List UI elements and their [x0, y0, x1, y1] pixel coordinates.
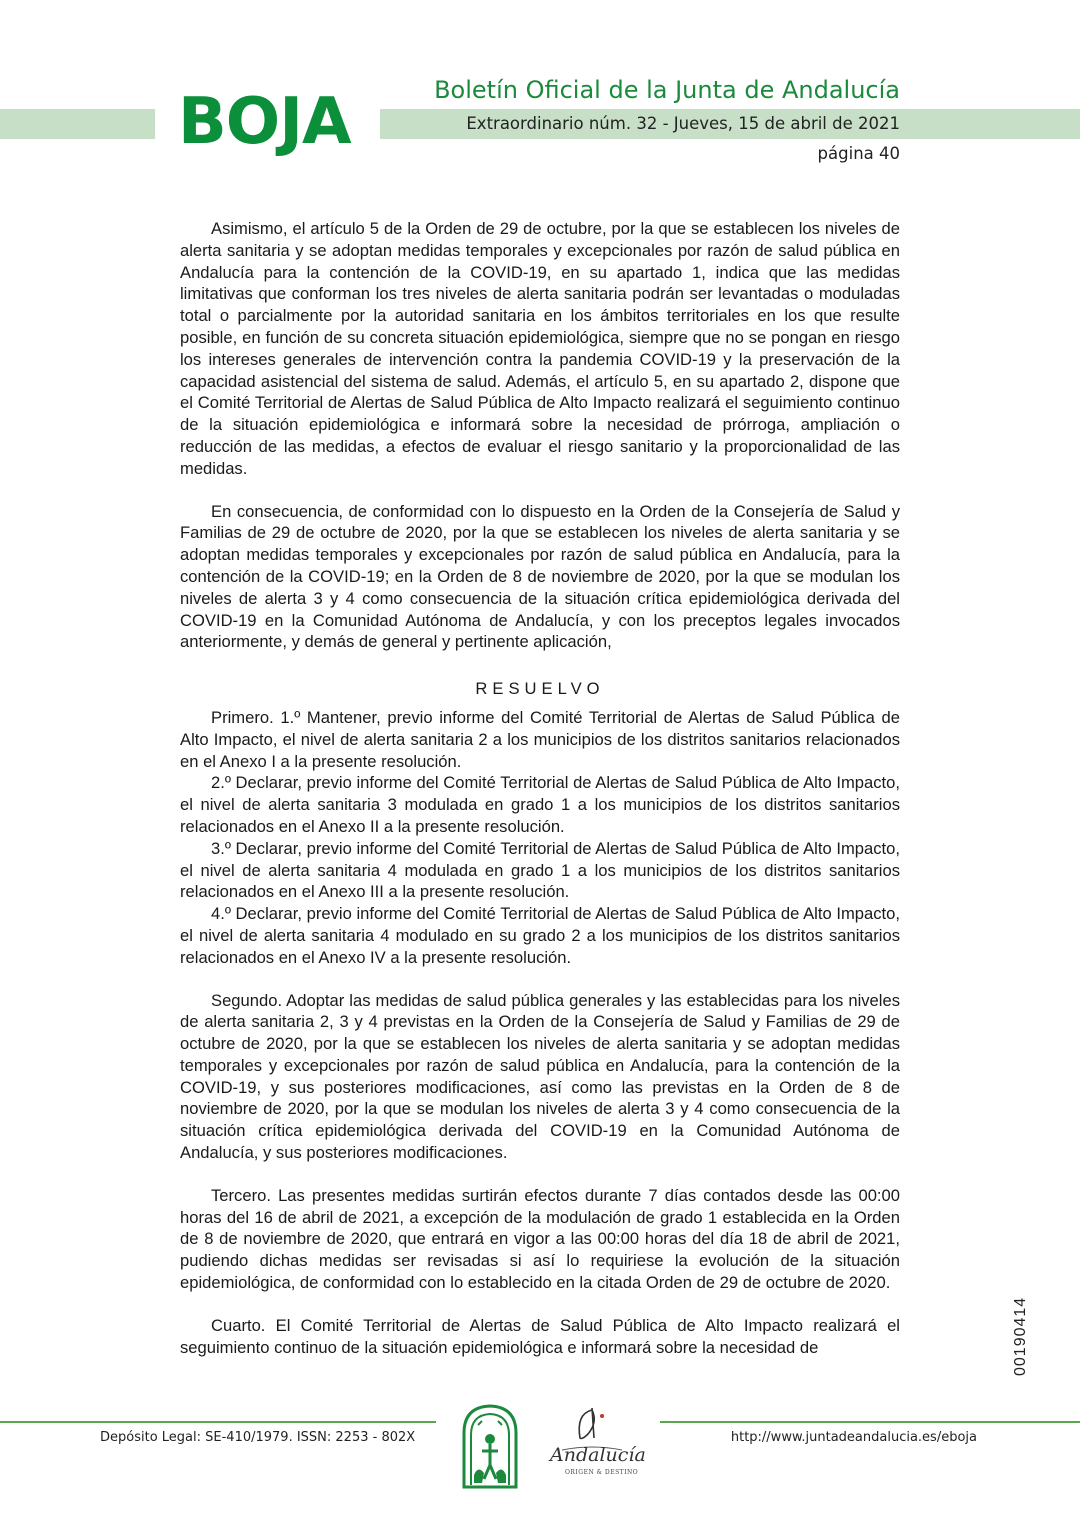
footer-rule-right: [660, 1421, 1080, 1423]
andalucia-brand-word: Andalucía: [550, 1444, 646, 1466]
paragraph-tercero: Tercero. Las presentes medidas surtirán efectos durante 7 días contados desde las 00:00 horas del 16 de abril de 2021, a excepción de la modulación de grado 1 establecida en la Orden de 8 de noviembre de 2020, que entrará en vigor a las 00:00 horas del día 18 de abril de 2021, pudiendo dichas medidas ser revisadas si así lo requiriese la evolución de la situación epidemiológica, de conformidad con lo establecido en la citada Orden de 29 de octubre de 2020.: [180, 1185, 900, 1293]
bulletin-title: Boletín Oficial de la Junta de Andalucía: [434, 76, 900, 104]
boja-logo: BOJA: [178, 85, 351, 159]
footer-rule-left: [0, 1421, 436, 1423]
paragraph-consecuencia: En consecuencia, de conformidad con lo dispuesto en la Orden de la Consejería de Salud y Familias de 29 de octubre de 2020, por la que se establecen los niveles de alerta sanitaria y se adoptan medidas temporales y excepcionales por razón de salud pública en Andalucía, para la contención de la COVID-19; en la Orden de 8 de noviembre de 2020, por la que se modulan los niveles de alerta 3 y 4 como consecuencia de la situación crítica epidemiológica derivada del COVID-19 en la Comunidad Autónoma de Andalucía, y con los preceptos legales invocados anteriormente, y demás de general y pertinente aplicación,: [180, 501, 900, 652]
andalucia-brand-tagline: ORIGEN & DESTINO: [565, 1469, 639, 1476]
page-number: página 40: [817, 144, 900, 163]
paragraph-asimismo: Asimismo, el artículo 5 de la Orden de 29 de octubre, por la que se establecen los niveles de alerta sanitaria y se adoptan medidas temporales y excepcionales por razón de salud pública en Andalucía para la contención de la COVID-19, en su apartado 1, indica que las medidas limitativas que conforman los tres niveles de alerta sanitaria podrán ser levantadas o moduladas total o parcialmente por la autoridad sanitaria en los ámbitos territoriales en los que resulte posible, en función de su concreta situación epidemiológica, siempre que no se pongan en riesgo los intereses generales de intervención contra la pandemia COVID-19 y la preservación de la capacidad asistencial del sistema de salud. Además, el artículo 5, en su apartado 2, dispone que el Comité Territorial de Alertas de Salud Pública de Alto Impacto realizará el seguimiento continuo de la situación epidemiológica e informará sobre la necesidad de prórroga, ampliación o reducción de las medidas, a efectos de evaluar el riesgo sanitario y la proporcionalidad de las medidas.: [180, 219, 900, 478]
paragraph-segundo: Segundo. Adoptar las medidas de salud pública generales y las establecidas para los niveles de alerta sanitaria 2, 3 y 4 previstas en la Orden de la Consejería de Salud y Familias de 29 de octubre de 2020, por la que se establecen los niveles de alerta sanitaria y se adoptan medidas temporales y excepcionales por razón de salud pública en Andalucía, para la contención de la COVID-19, y sus posteriores modificaciones, así como las previstas en la Orden de 8 de noviembre de 2020, por la que se modulan los niveles de alerta 3 y 4 como consecuencia de la situación crítica epidemiológica derivada del COVID-19 en la Comunidad Autónoma de Andalucía, y sus posteriores modificaciones.: [180, 990, 900, 1163]
document-body: [180, 218, 900, 1358]
document-code: 00190414: [1012, 1296, 1029, 1376]
legal-deposit: Depósito Legal: SE-410/1979. ISSN: 2253 - 802X: [100, 1430, 416, 1445]
issue-info: Extraordinario núm. 32 - Jueves, 15 de abril de 2021: [466, 114, 900, 133]
resuelvo-heading: RESUELVO: [475, 679, 605, 699]
paragraph-primero-3: 3.º Declarar, previo informe del Comité Territorial de Alertas de Salud Pública de Alto Impacto, el nivel de alerta sanitaria 4 modulada en grado 1 a los municipios de los distritos sanitarios relacionados en el Anexo III a la presente resolución.: [180, 838, 900, 902]
paragraph-primero-4: 4.º Declarar, previo informe del Comité Territorial de Alertas de Salud Pública de Alto Impacto, el nivel de alerta sanitaria 4 modulado en su grado 2 a los municipios de los distritos sanitarios relacionados en el Anexo IV a la presente resolución.: [180, 904, 900, 967]
footer-url-link[interactable]: http://www.juntadeandalucia.es/eboja: [730, 1430, 977, 1445]
paragraph-cuarto: Cuarto. El Comité Territorial de Alertas de Salud Pública de Alto Impacto realizará el seguimiento continuo de la situación epidemiológica e informará sobre la necesidad de: [180, 1315, 900, 1357]
paragraph-primero-1: Primero. 1.º Mantener, previo informe del Comité Territorial de Alertas de Salud Pública de Alto Impacto, el nivel de alerta sanitaria 2 a los municipios de los distritos sanitarios relacionados en el Anexo I a la presente resolución.: [180, 707, 900, 771]
paragraph-primero-2: 2.º Declarar, previo informe del Comité Territorial de Alertas de Salud Pública de Alto Impacto, el nivel de alerta sanitaria 3 modulada en grado 1 a los municipios de los distritos sanitarios relacionados en el Anexo II a la presente resolución.: [180, 773, 900, 836]
andalucia-coat-of-arms-icon: [458, 1403, 522, 1489]
